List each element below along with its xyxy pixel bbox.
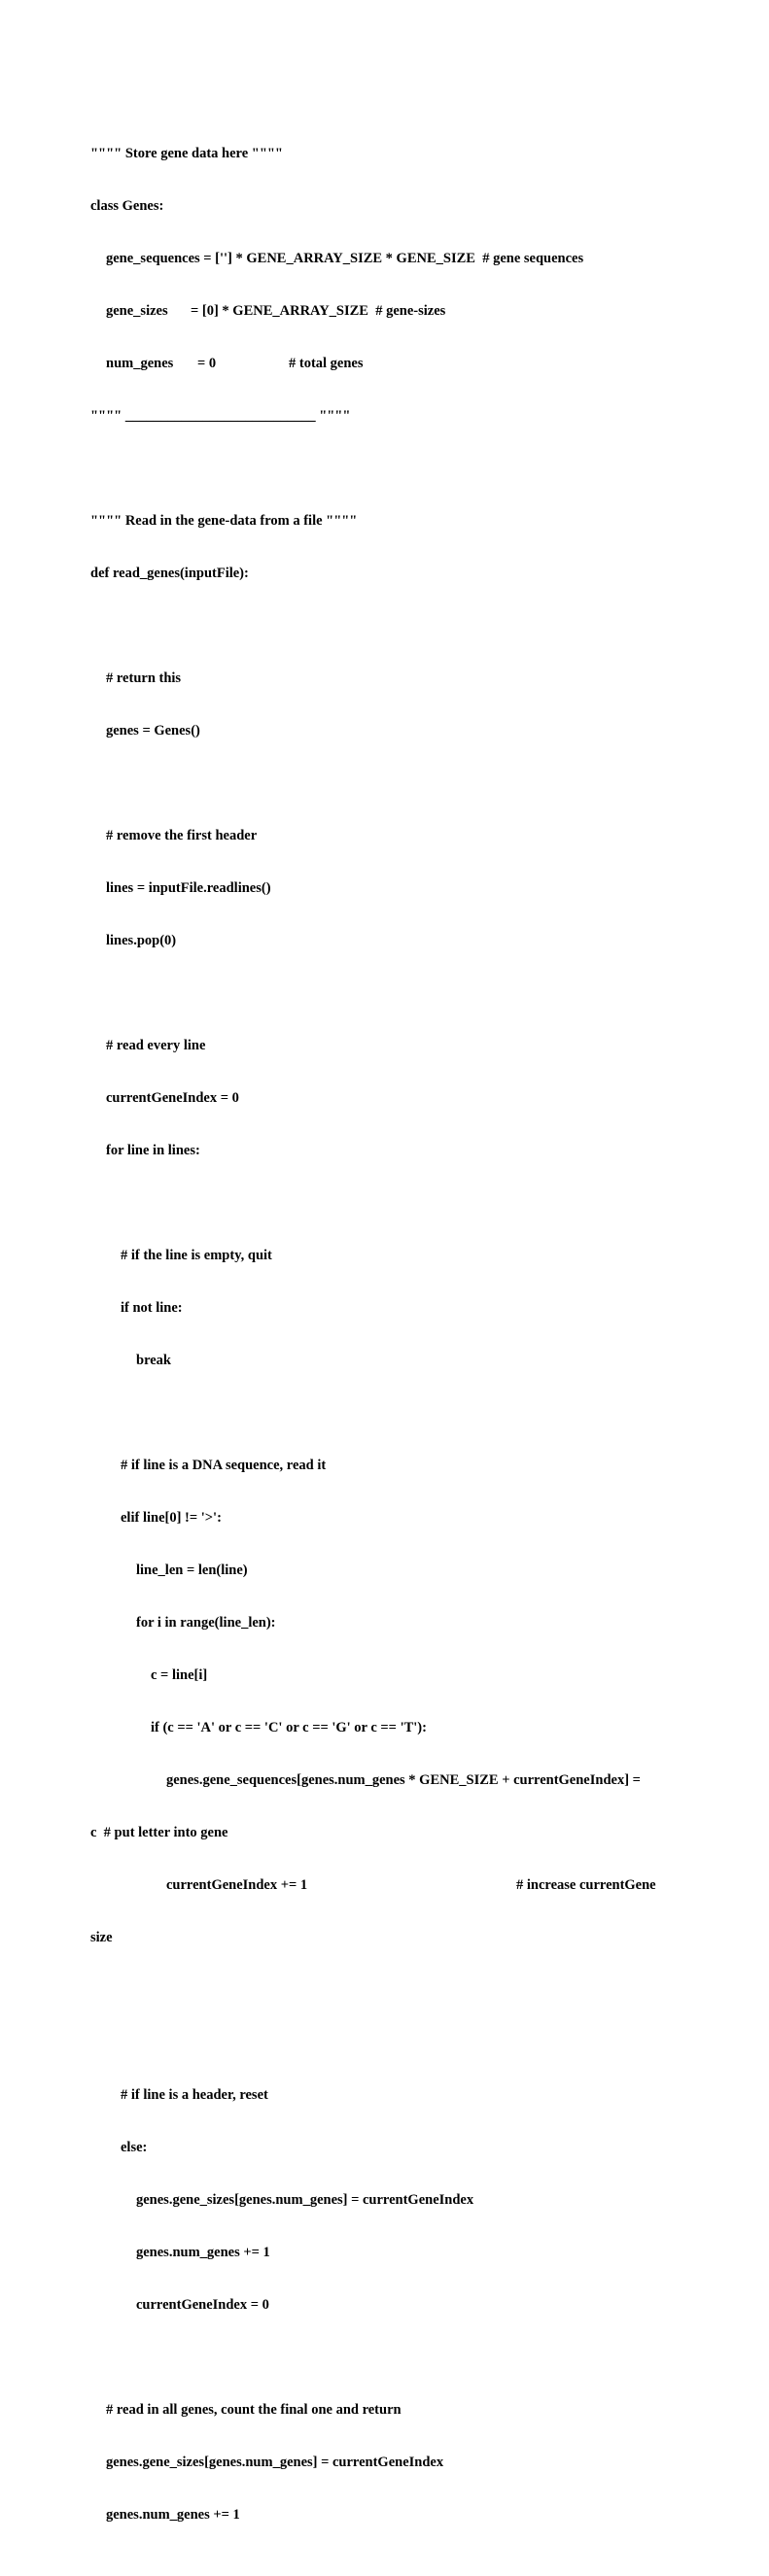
code-line bbox=[90, 1614, 732, 1631]
blank-line bbox=[90, 1981, 732, 1999]
code-line bbox=[90, 2191, 732, 2209]
code-line bbox=[90, 407, 732, 425]
comment-line: # remove the first header bbox=[106, 828, 258, 843]
blank-line bbox=[90, 2349, 732, 2366]
code-line bbox=[90, 722, 732, 739]
code-line bbox=[90, 1142, 732, 1159]
gene-sizes-name: gene_sizes bbox=[106, 303, 168, 319]
code-line bbox=[90, 879, 732, 897]
code-line bbox=[90, 1824, 732, 1841]
code-line bbox=[90, 1562, 732, 1579]
statement-line: if (c == 'A' or c == 'C' or c == 'G' or c == 'T'): bbox=[151, 1720, 427, 1735]
code-line bbox=[90, 250, 732, 267]
code-line bbox=[90, 145, 732, 162]
num-genes-comment: # total genes bbox=[289, 356, 364, 371]
docstring-store-gene-data: """" Store gene data here """" bbox=[90, 146, 283, 161]
comment-continuation: size bbox=[90, 1930, 113, 1945]
comment-line: # if the line is empty, quit bbox=[121, 1248, 272, 1263]
comment-line: # if line is a DNA sequence, read it bbox=[121, 1458, 327, 1473]
code-line bbox=[90, 1457, 732, 1474]
increase-comment: # increase currentGene bbox=[516, 1877, 656, 1893]
blank-line bbox=[90, 774, 732, 792]
statement-line: else: bbox=[121, 2140, 148, 2155]
comment-line: # return this bbox=[106, 670, 182, 686]
blank-line bbox=[90, 2034, 732, 2051]
code-line bbox=[90, 1247, 732, 1264]
code-line bbox=[90, 2296, 732, 2314]
code-line bbox=[90, 2139, 732, 2156]
statement-line: genes.gene_sizes[genes.num_genes] = currentGeneIndex bbox=[136, 2192, 474, 2208]
docstring-separator: """" ___________________________ """" bbox=[90, 408, 351, 424]
gene-sizes-value: = [0] * GENE_ARRAY_SIZE # gene-sizes bbox=[191, 303, 446, 319]
gene-sequences-field: gene_sequences = [''] * GENE_ARRAY_SIZE * GENE_SIZE # gene sequences bbox=[106, 251, 584, 266]
code-line bbox=[90, 2244, 732, 2261]
comment-line: # read every line bbox=[106, 1038, 206, 1053]
statement-line: currentGeneIndex = 0 bbox=[106, 1090, 239, 1106]
statement-line: genes = Genes() bbox=[106, 723, 200, 738]
code-line bbox=[90, 1666, 732, 1684]
code-line bbox=[90, 2506, 732, 2524]
statement-line: genes.gene_sequences[genes.num_genes * GENE_SIZE + currentGeneIndex] = bbox=[166, 1772, 641, 1788]
statement-line: currentGeneIndex += 1 bbox=[166, 1877, 308, 1893]
comment-line: # read in all genes, count the final one and return bbox=[106, 2402, 402, 2418]
blank-line bbox=[90, 1194, 732, 1212]
code-line bbox=[90, 1771, 732, 1789]
blank-line bbox=[90, 460, 732, 477]
code-line bbox=[90, 302, 732, 320]
code-line bbox=[90, 1037, 732, 1054]
blank-line bbox=[90, 617, 732, 635]
blank-line bbox=[90, 984, 732, 1002]
statement-line: for line in lines: bbox=[106, 1143, 200, 1158]
num-genes-value: = 0 bbox=[197, 356, 217, 371]
code-line bbox=[90, 565, 732, 582]
code-line bbox=[90, 355, 732, 372]
statement-line: genes.gene_sizes[genes.num_genes] = currentGeneIndex bbox=[106, 2455, 444, 2470]
function-declaration: def read_genes(inputFile): bbox=[90, 566, 249, 581]
code-line bbox=[90, 932, 732, 949]
statement-line: elif line[0] != '>': bbox=[121, 1510, 222, 1526]
code-line bbox=[90, 1509, 732, 1527]
class-declaration: class Genes: bbox=[90, 198, 164, 214]
code-line bbox=[90, 2454, 732, 2471]
statement-line: for i in range(line_len): bbox=[136, 1615, 276, 1631]
code-line bbox=[90, 827, 732, 844]
statement-line: genes.num_genes += 1 bbox=[106, 2507, 240, 2523]
code-line bbox=[90, 2401, 732, 2419]
code-line bbox=[90, 1876, 732, 1894]
code-line bbox=[90, 1089, 732, 1107]
code-line bbox=[90, 1929, 732, 1946]
code-listing bbox=[90, 92, 732, 2576]
code-line bbox=[90, 1719, 732, 1736]
statement-line: line_len = len(line) bbox=[136, 1563, 248, 1578]
statement-line: currentGeneIndex = 0 bbox=[136, 2297, 269, 2313]
docstring-read-genes: """" Read in the gene-data from a file """" bbox=[90, 513, 358, 529]
statement-line: break bbox=[136, 1353, 171, 1368]
code-line bbox=[90, 2086, 732, 2104]
comment-line: # if line is a header, reset bbox=[121, 2087, 268, 2103]
statement-line: if not line: bbox=[121, 1300, 183, 1316]
statement-line: lines.pop(0) bbox=[106, 933, 177, 948]
code-line bbox=[90, 1352, 732, 1369]
num-genes-name: num_genes bbox=[106, 356, 174, 371]
code-line bbox=[90, 670, 732, 687]
code-line bbox=[90, 512, 732, 530]
statement-continuation: c # put letter into gene bbox=[90, 1825, 228, 1840]
code-line bbox=[90, 197, 732, 215]
statement-line: lines = inputFile.readlines() bbox=[106, 880, 271, 896]
blank-line bbox=[90, 1404, 732, 1422]
code-line bbox=[90, 1299, 732, 1317]
statement-line: c = line[i] bbox=[151, 1667, 208, 1683]
statement-line: genes.num_genes += 1 bbox=[136, 2245, 270, 2260]
